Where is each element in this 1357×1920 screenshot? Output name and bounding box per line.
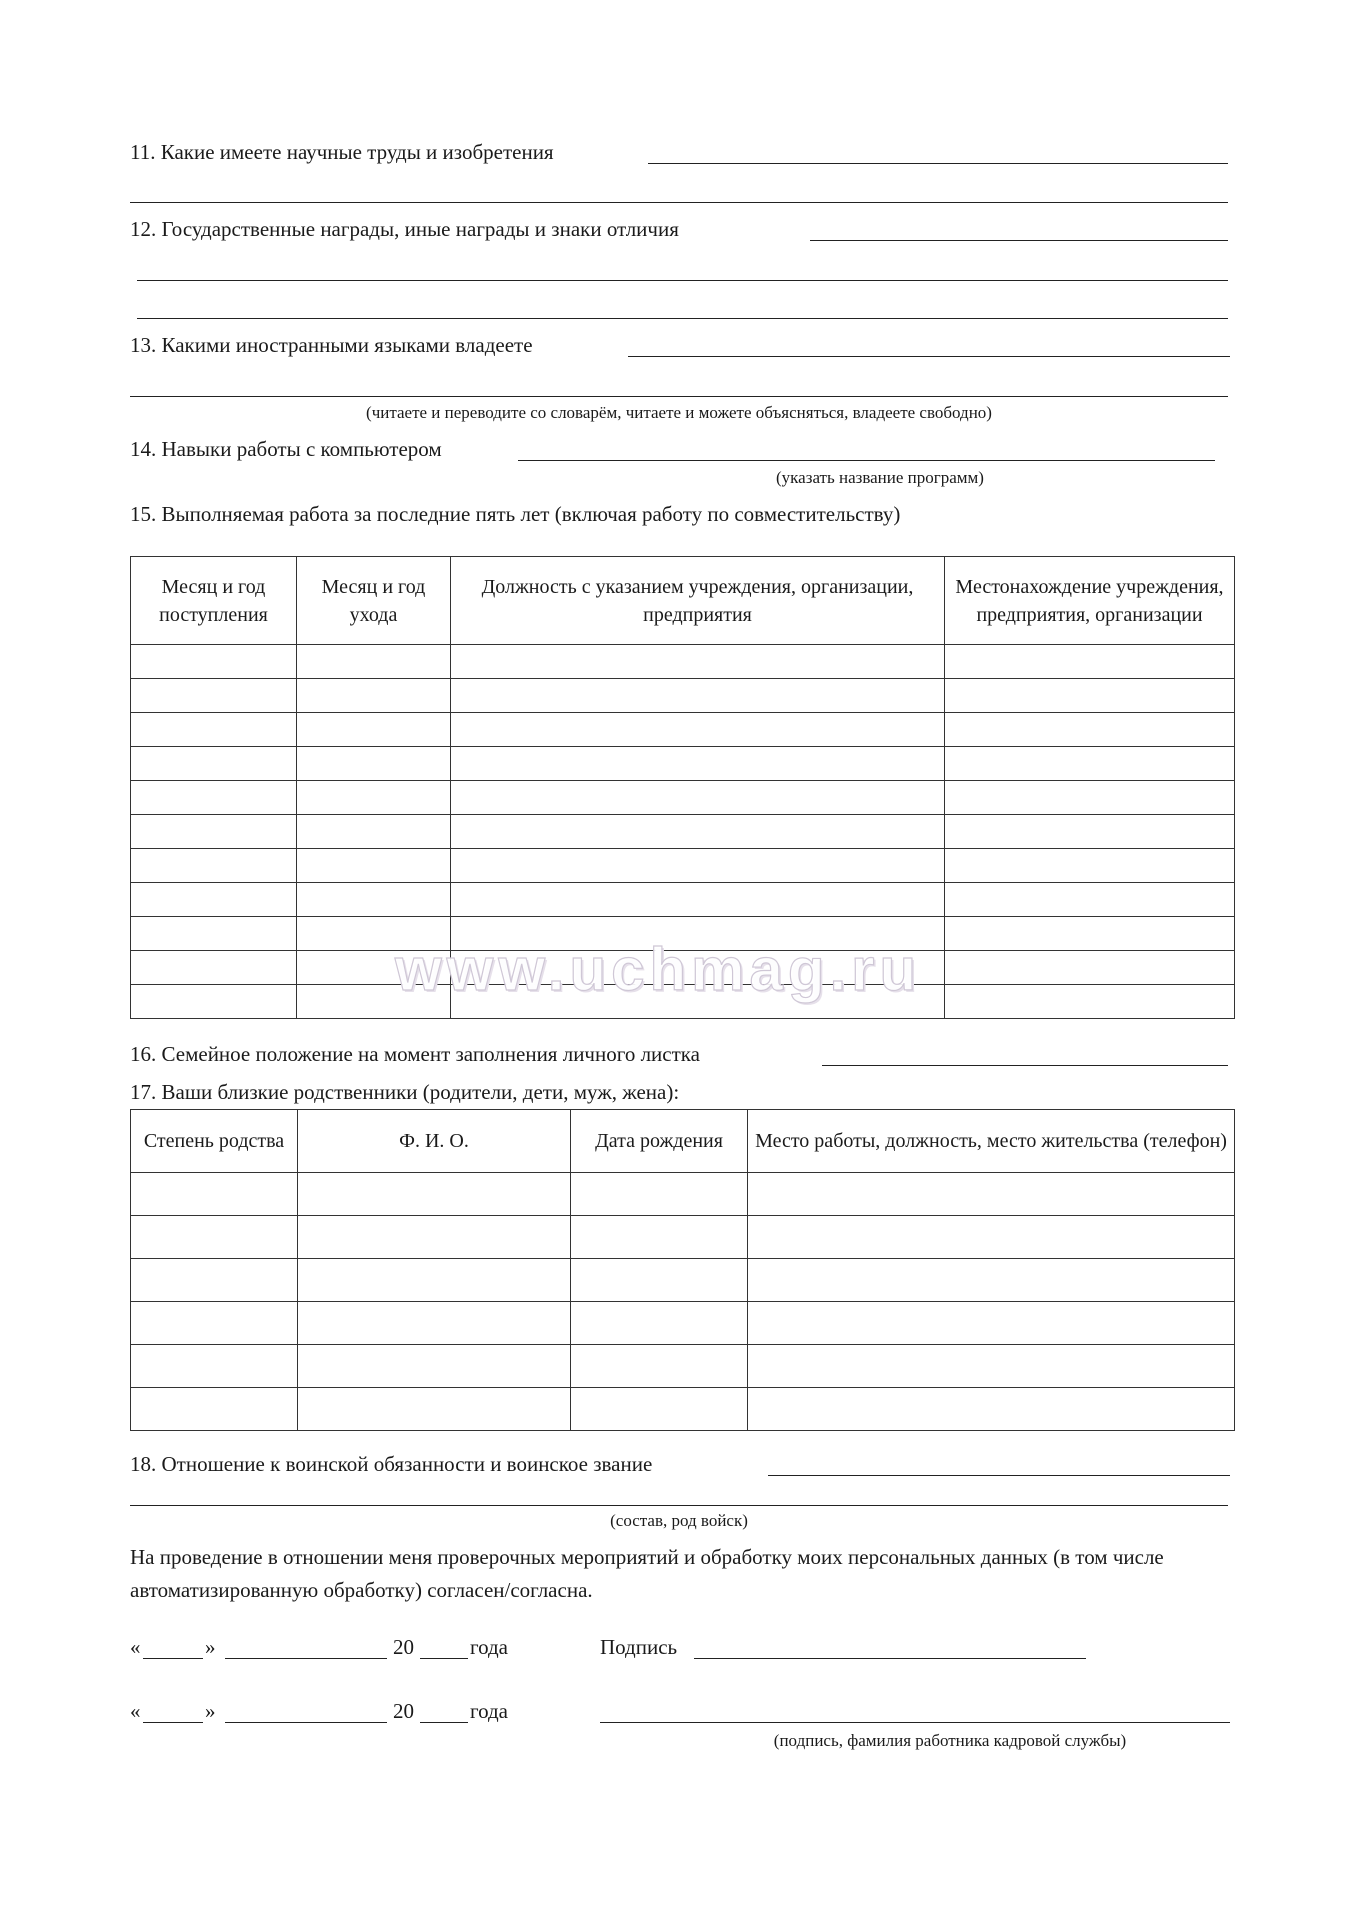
relatives-row [131,1216,1235,1259]
work-history-cell[interactable] [945,645,1235,679]
header-admission-date: Месяц и год поступления [131,557,297,645]
work-history-cell[interactable] [131,645,297,679]
month-field-2[interactable] [225,1722,387,1723]
work-history-row [131,815,1235,849]
work-history-cell[interactable] [297,849,451,883]
q14-answer-line[interactable] [518,460,1215,461]
year-field-2[interactable] [420,1722,468,1723]
relatives-header-row [131,1110,1235,1173]
q18-answer-line-2[interactable] [130,1505,1228,1506]
work-history-cell[interactable] [297,781,451,815]
q15-label: 15. Выполняемая работа за последние пять лет (включая работу по совместительству) [130,502,901,526]
relatives-row [131,1388,1235,1431]
work-history-cell[interactable] [451,747,945,781]
work-history-cell[interactable] [297,645,451,679]
relatives-cell[interactable] [131,1173,298,1216]
work-history-row [131,747,1235,781]
header-leaving-date: Месяц и год ухода [297,557,451,645]
work-history-row [131,781,1235,815]
relatives-cell[interactable] [298,1345,571,1388]
relatives-cell[interactable] [131,1259,298,1302]
q18-label: 18. Отношение к воинской обязанности и воинское звание [130,1452,653,1476]
work-history-cell[interactable] [131,883,297,917]
relatives-cell[interactable] [131,1216,298,1259]
work-history-cell[interactable] [297,713,451,747]
q11-answer-line-2[interactable] [130,202,1228,203]
relatives-cell[interactable] [298,1388,571,1431]
work-history-cell[interactable] [297,747,451,781]
q17-label: 17. Ваши близкие родственники (родители, дети, муж, жена): [130,1080,680,1104]
q12-answer-line[interactable] [810,240,1228,241]
work-history-cell[interactable] [131,781,297,815]
work-history-cell[interactable] [945,815,1235,849]
header-full-name: Ф. И. О. [298,1110,571,1173]
relatives-cell[interactable] [748,1173,1235,1216]
work-history-cell[interactable] [945,883,1235,917]
relatives-cell[interactable] [571,1345,748,1388]
watermark: www.uchmag.ru [395,936,922,1003]
q13-answer-line-2[interactable] [130,396,1228,397]
year-word-2: года [470,1699,508,1723]
q11-answer-line[interactable] [648,163,1228,164]
header-relation: Степень родства [131,1110,298,1173]
relatives-cell[interactable] [748,1345,1235,1388]
work-history-cell[interactable] [451,883,945,917]
work-history-cell[interactable] [945,781,1235,815]
work-history-row [131,883,1235,917]
relatives-cell[interactable] [748,1216,1235,1259]
century-label: 20 [393,1635,414,1659]
work-history-cell[interactable] [131,679,297,713]
relatives-cell[interactable] [298,1173,571,1216]
relatives-cell[interactable] [571,1216,748,1259]
relatives-cell[interactable] [298,1259,571,1302]
work-history-row [131,849,1235,883]
hr-signature-field[interactable] [600,1722,1230,1723]
q13-label: 13. Какими иностранными языками владеете [130,333,533,357]
work-history-cell[interactable] [945,713,1235,747]
signature-label: Подпись [600,1635,678,1659]
q13-hint: (читаете и переводите со словарём, читаете и можете объясняться, владеете свободно) [366,403,992,422]
work-history-cell[interactable] [945,985,1235,1019]
year-word: года [470,1635,508,1659]
q11-label: 11. Какие имеете научные труды и изобретения [130,140,554,164]
relatives-cell[interactable] [748,1259,1235,1302]
work-history-cell[interactable] [451,815,945,849]
work-history-cell[interactable] [297,815,451,849]
work-history-cell[interactable] [451,849,945,883]
relatives-cell[interactable] [131,1388,298,1431]
work-history-cell[interactable] [945,679,1235,713]
date-close-quote: » [205,1635,216,1659]
hr-signature-hint: (подпись, фамилия работника кадровой службы) [773,1731,1127,1750]
header-position: Должность с указанием учреждения, организации, предприятия [451,557,945,645]
work-history-row [131,713,1235,747]
relatives-cell[interactable] [131,1302,298,1345]
work-history-cell[interactable] [945,951,1235,985]
work-history-row [131,645,1235,679]
consent-text: На проведение в отношении меня проверочных мероприятий и обработку моих персональных данных (в том числе автоматизированную обработку) согласен/согласна. [130,1545,1164,1602]
year-field[interactable] [420,1658,468,1659]
date-open-quote: « [130,1635,141,1659]
work-history-cell[interactable] [131,849,297,883]
work-history-cell[interactable] [451,781,945,815]
relatives-cell[interactable] [298,1302,571,1345]
relatives-cell[interactable] [571,1302,748,1345]
q12-answer-line-3[interactable] [137,318,1228,319]
relatives-row [131,1302,1235,1345]
header-birth-date: Дата рождения [571,1110,748,1173]
work-history-row [131,679,1235,713]
work-history-cell[interactable] [131,713,297,747]
work-history-cell[interactable] [131,815,297,849]
work-history-cell[interactable] [131,747,297,781]
q12-answer-line-2[interactable] [137,280,1228,281]
work-history-cell[interactable] [945,747,1235,781]
q16-answer-line[interactable] [822,1065,1228,1066]
q14-label: 14. Навыки работы с компьютером [130,437,442,461]
work-history-cell[interactable] [451,713,945,747]
work-history-cell[interactable] [945,917,1235,951]
relatives-table [130,1109,1235,1431]
work-history-cell[interactable] [297,883,451,917]
relatives-cell[interactable] [571,1259,748,1302]
relatives-row [131,1345,1235,1388]
work-history-cell[interactable] [945,849,1235,883]
work-history-cell[interactable] [451,679,945,713]
header-workplace: Место работы, должность, место жительства (телефон) [748,1110,1235,1173]
century-label-2: 20 [393,1699,414,1723]
work-history-header-row [131,557,1235,645]
day-field[interactable] [143,1658,203,1659]
q16-label: 16. Семейное положение на момент заполнения личного листка [130,1042,700,1066]
header-location: Местонахождение учреждения, предприятия, организации [945,557,1235,645]
work-history-cell[interactable] [131,951,297,985]
q14-hint: (указать название программ) [776,468,984,487]
relatives-row [131,1259,1235,1302]
q12-label: 12. Государственные награды, иные награды и знаки отличия [130,217,679,241]
relatives-cell[interactable] [131,1345,298,1388]
relatives-cell[interactable] [571,1173,748,1216]
q18-hint: (состав, род войск) [610,1511,748,1530]
work-history-cell[interactable] [131,917,297,951]
month-field[interactable] [225,1658,387,1659]
signature-field[interactable] [694,1658,1086,1659]
relatives-cell[interactable] [571,1388,748,1431]
day-field-2[interactable] [143,1722,203,1723]
q13-answer-line[interactable] [628,356,1230,357]
relatives-cell[interactable] [748,1388,1235,1431]
work-history-cell[interactable] [131,985,297,1019]
relatives-row [131,1173,1235,1216]
relatives-cell[interactable] [298,1216,571,1259]
date2-close-quote: » [205,1699,216,1723]
work-history-cell[interactable] [451,645,945,679]
relatives-cell[interactable] [748,1302,1235,1345]
date2-open-quote: « [130,1699,141,1723]
q18-answer-line[interactable] [768,1475,1230,1476]
work-history-cell[interactable] [297,679,451,713]
